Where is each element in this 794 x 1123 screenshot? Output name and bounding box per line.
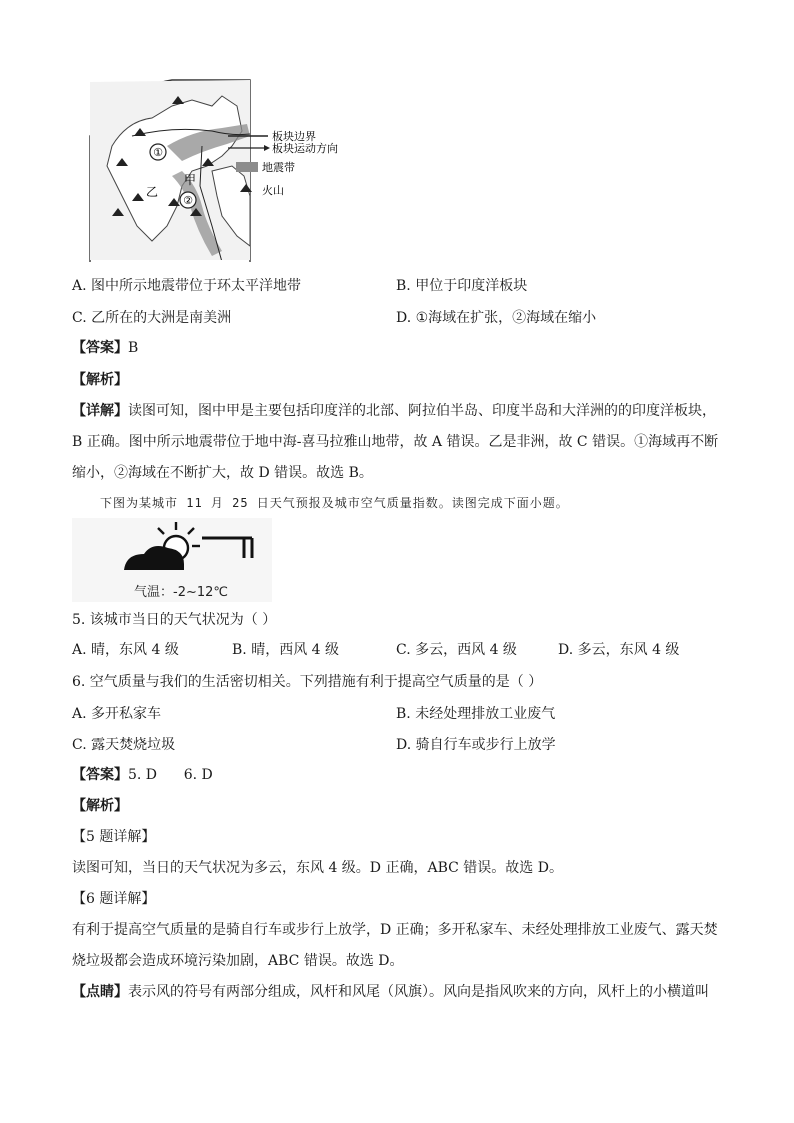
q5-option-b: B. 晴，西风 4 级 bbox=[232, 642, 339, 658]
q6-option-b: B. 未经处理排放工业废气 bbox=[396, 706, 556, 722]
q6-option-a: A. 多开私家车 bbox=[72, 706, 162, 722]
weather-figure bbox=[72, 518, 272, 602]
plate-map bbox=[72, 76, 362, 262]
q6-detail-line1: 有利于提高空气质量的是骑自行车或步行上放学，D 正确；多开私家车、未经处理排放工业废气、露天焚 bbox=[72, 922, 718, 938]
label-one: ① bbox=[153, 146, 163, 159]
weather-symbols bbox=[72, 518, 272, 602]
q4-option-a: A. 图中所示地震带位于环太平洋地带 bbox=[72, 278, 302, 294]
legend-boundary: 板块边界 bbox=[272, 130, 316, 143]
q6-option-c: C. 露天焚烧垃圾 bbox=[72, 737, 176, 753]
tip-tag: 【点睛】 bbox=[72, 984, 128, 1000]
q4-option-c: C. 乙所在的大洲是南美洲 bbox=[72, 310, 232, 326]
q5-option-a: A. 晴，东风 4 级 bbox=[72, 642, 179, 658]
label-two: ② bbox=[183, 194, 193, 207]
q5-detail-text: 读图可知，当日的天气状况为多云，东风 4 级。D 正确，ABC 错误。故选 D。 bbox=[72, 860, 563, 876]
q5-stem: 5. 该城市当日的天气状况为（ ） bbox=[72, 612, 277, 628]
q4-detail-line2: B 正确。图中所示地震带位于地中海-喜马拉雅山地带，故 A 错误。乙是非洲，故 C 错误。①海域再不断 bbox=[72, 434, 719, 450]
q6-option-d: D. 骑自行车或步行上放学 bbox=[396, 737, 556, 753]
label-yi: 乙 bbox=[146, 185, 159, 199]
legend-quake: 地震带 bbox=[262, 161, 295, 174]
tip-text: 表示风的符号有两部分组成，风杆和风尾（风旗）。风向是指风吹来的方向，风杆上的小横道叫 bbox=[128, 984, 709, 1000]
q4-answer bbox=[72, 338, 138, 358]
q5-option-c: C. 多云，西风 4 级 bbox=[396, 642, 517, 658]
tip-line bbox=[72, 982, 709, 1002]
legend-direction: 板块运动方向 bbox=[272, 142, 338, 155]
q4-detail-line3: 缩小，②海域在不断扩大，故 D 错误。故选 B。 bbox=[72, 465, 373, 481]
q56-answer bbox=[72, 765, 213, 785]
answer-value: B bbox=[128, 340, 139, 356]
q6-detail-tag: 【6 题详解】 bbox=[72, 891, 156, 907]
group-intro: 下图为某城市 11 月 25 日天气预报及城市空气质量指数。读图完成下面小题。 bbox=[100, 496, 569, 510]
q6-detail-line2: 烧垃圾都会造成环境污染加剧，ABC 错误。故选 D。 bbox=[72, 953, 404, 969]
answer-value: 5. D 6. D bbox=[128, 767, 213, 783]
detail-tag: 【详解】 bbox=[72, 403, 128, 419]
detail-text: 读图可知，图中甲是主要包括印度洋的北部、阿拉伯半岛、印度半岛和大洋洲的的印度洋板块， bbox=[128, 403, 716, 419]
plate-map-figure bbox=[72, 76, 362, 262]
q5-option-d: D. 多云，东风 4 级 bbox=[558, 642, 680, 658]
answer-tag: 【答案】 bbox=[72, 340, 128, 356]
legend-volcano: 火山 bbox=[262, 184, 284, 197]
temperature: 气温：-2~12℃ bbox=[134, 585, 228, 600]
q6-stem: 6. 空气质量与我们的生活密切相关。下列措施有利于提高空气质量的是（ ） bbox=[72, 674, 543, 690]
q4-analysis-tag: 【解析】 bbox=[72, 372, 128, 388]
q4-detail-line1 bbox=[72, 401, 716, 421]
legend-quake-icon bbox=[236, 162, 258, 172]
q4-option-b: B. 甲位于印度洋板块 bbox=[396, 278, 528, 294]
q56-analysis-tag: 【解析】 bbox=[72, 798, 128, 814]
q4-option-d: D. ①海域在扩张，②海域在缩小 bbox=[396, 310, 597, 326]
q5-detail-tag: 【5 题详解】 bbox=[72, 829, 156, 845]
label-jia: 甲 bbox=[184, 173, 197, 187]
answer-tag: 【答案】 bbox=[72, 767, 128, 783]
